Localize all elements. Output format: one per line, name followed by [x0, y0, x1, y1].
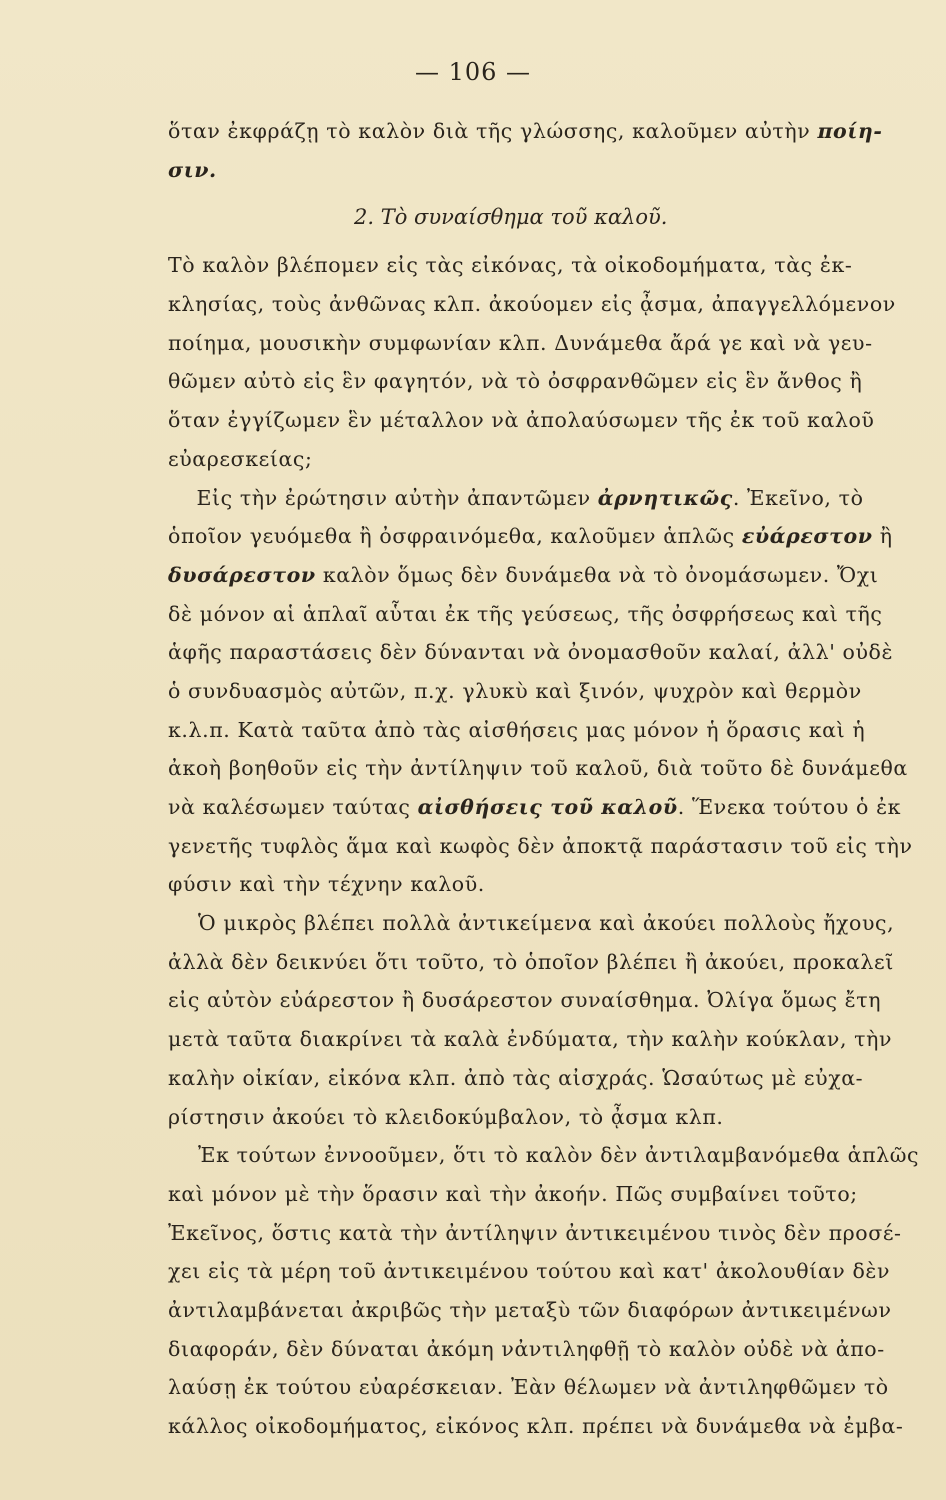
text-line: ὅταν ἐγγίζωμεν ἓν μέταλλον νὰ ἀπολαύσωμεν τῆς ἐκ τοῦ καλοῦ: [168, 408, 875, 433]
text-line: κάλλος οἰκοδομήματος, εἰκόνος κλπ. πρέπει νὰ δυνάμεθα νὰ ἐμβα-: [168, 1414, 904, 1438]
text-line: [168, 151, 944, 190]
page-number: — 106 —: [414, 58, 532, 86]
emphasis: ἀρνητικῶς: [597, 485, 733, 510]
text-line: Εἰς τὴν ἐρώτησιν αὐτὴν ἀπαντῶμεν ἀρνητικῶς. Ἐκεῖνο, τὸ: [168, 485, 864, 510]
text-line: ποίημα, μουσικὴν συμφωνίαν κλπ. Δυνάμεθα ἄρά γε καὶ νὰ γευ-: [168, 330, 873, 355]
text-line: ἁφῆς παραστάσεις δὲν δύνανται νὰ ὀνομασθοῦν καλαί, ἀλλ' οὐδὲ: [168, 640, 894, 665]
text-line: ὁ συνδυασμὸς αὐτῶν, π.χ. γλυκὺ καὶ ξινόν, ψυχρὸν καὶ θερμὸν: [168, 678, 862, 703]
text-line: Ἐκ τούτων ἐννοοῦμεν, ὅτι τὸ καλὸν δὲν ἀντιλαμβανόμεθα ἁπλῶς: [198, 1143, 920, 1168]
text-line: δυσάρεστον καλὸν ὅμως δὲν δυνάμεθα νὰ τὸ ὀνομάσωμεν. Ὄχι: [168, 562, 879, 587]
text-line: χει εἰς τὰ μέρη τοῦ ἀντικειμένου τούτου καὶ κατ' ἀκολουθίαν δὲν: [168, 1259, 891, 1284]
text-line: εὐαρεσκείας;: [168, 446, 313, 471]
text-line: ὅταν ἐκφράζῃ τὸ καλὸν διὰ τῆς γλώσσης, καλοῦμεν αὐτὴν ποίη-: [168, 119, 883, 143]
text-line: Τὸ καλὸν βλέπομεν εἰς τὰς εἰκόνας, τὰ οἰκοδομήματα, τὰς ἐκ-: [168, 253, 853, 278]
text-line: φύσιν καὶ τὴν τέχνην καλοῦ.: [168, 872, 485, 897]
text-line: Ὁ μικρὸς βλέπει πολλὰ ἀντικείμενα καὶ ἀκούει πολλοὺς ἤχους,: [198, 911, 895, 936]
text-line: εἰς αὐτὸν εὐάρεστον ἢ δυσάρεστον συναίσθημα. Ὀλίγα ὅμως ἔτη: [168, 988, 882, 1013]
emphasis: ποίη-: [817, 119, 883, 143]
text-line: καλὴν οἰκίαν, εἰκόνα κλπ. ἀπὸ τὰς αἰσχράς. Ὡσαύτως μὲ εὐχα-: [168, 1065, 864, 1090]
text-line: ἀντιλαμβάνεται ἀκριβῶς τὴν μεταξὺ τῶν διαφόρων ἀντικειμένων: [168, 1297, 892, 1322]
text-line: ὁποῖον γευόμεθα ἢ ὀσφραινόμεθα, καλοῦμεν ἁπλῶς εὐάρεστον ἢ: [168, 524, 893, 549]
emphasis: δυσάρεστον: [168, 562, 316, 587]
text-line: θῶμεν αὐτὸ εἰς ἓν φαγητόν, νὰ τὸ ὀσφρανθῶμεν εἰς ἓν ἄνθος ἢ: [168, 369, 863, 394]
body-text: [168, 112, 944, 1446]
text-line: κλησίας, τοὺς ἀνθῶνας κλπ. ἀκούομεν εἰς ᾆσμα, ἀπαγγελλόμενον: [168, 292, 896, 317]
emphasis: σιν.: [168, 157, 217, 182]
text-line: κ.λ.π. Κατὰ ταῦτα ἀπὸ τὰς αἰσθήσεις μας μόνον ἡ ὅρασις καὶ ἡ: [168, 717, 866, 742]
text-line: Ἐκεῖνος, ὅστις κατὰ τὴν ἀντίληψιν ἀντικειμένου τινὸς δὲν προσέ-: [168, 1220, 902, 1245]
text-line: νὰ καλέσωμεν ταύτας αἰσθήσεις τοῦ καλοῦ. Ἕνεκα τούτου ὁ ἐκ: [168, 795, 902, 819]
text-line: διαφοράν, δὲν δύναται ἀκόμη νἀντιληφθῇ τὸ καλὸν οὐδὲ νὰ ἀπο-: [168, 1336, 885, 1361]
text-line: γενετῆς τυφλὸς ἅμα καὶ κωφὸς δὲν ἀποκτᾷ παράστασιν τοῦ εἰς τὴν: [168, 833, 913, 858]
emphasis: εὐάρεστον: [741, 524, 873, 549]
text-line: δὲ μόνον αἱ ἁπλαῖ αὗται ἐκ τῆς γεύσεως, τῆς ὀσφρήσεως καὶ τῆς: [168, 601, 883, 626]
text-line: καὶ μόνον μὲ τὴν ὅρασιν καὶ τὴν ἀκοήν. Πῶς συμβαίνει τοῦτο;: [168, 1181, 858, 1206]
text-line: λαύσῃ ἐκ τούτου εὐαρέσκειαν. Ἐὰν θέλωμεν νὰ ἀντιληφθῶμεν τὸ: [168, 1375, 889, 1400]
text-line: ἀκοὴ βοηθοῦν εἰς τὴν ἀντίληψιν τοῦ καλοῦ, διὰ τοῦτο δὲ δυνάμεθα: [168, 756, 908, 781]
text-line: ἀλλὰ δὲν δεικνύει ὅτι τοῦτο, τὸ ὁποῖον βλέπει ἢ ἀκούει, προκαλεῖ: [168, 949, 894, 974]
text-line: ρίστησιν ἀκούει τὸ κλειδοκύμβαλον, τὸ ᾆσμα κλπ.: [168, 1104, 724, 1129]
section-heading: 2. Τὸ συναίσθημα τοῦ καλοῦ.: [354, 205, 668, 230]
emphasis: αἰσθήσεις τοῦ καλοῦ: [417, 795, 678, 819]
text-line: μετὰ ταῦτα διακρίνει τὰ καλὰ ἐνδύματα, τὴν καλὴν κούκλαν, τὴν: [168, 1027, 893, 1052]
